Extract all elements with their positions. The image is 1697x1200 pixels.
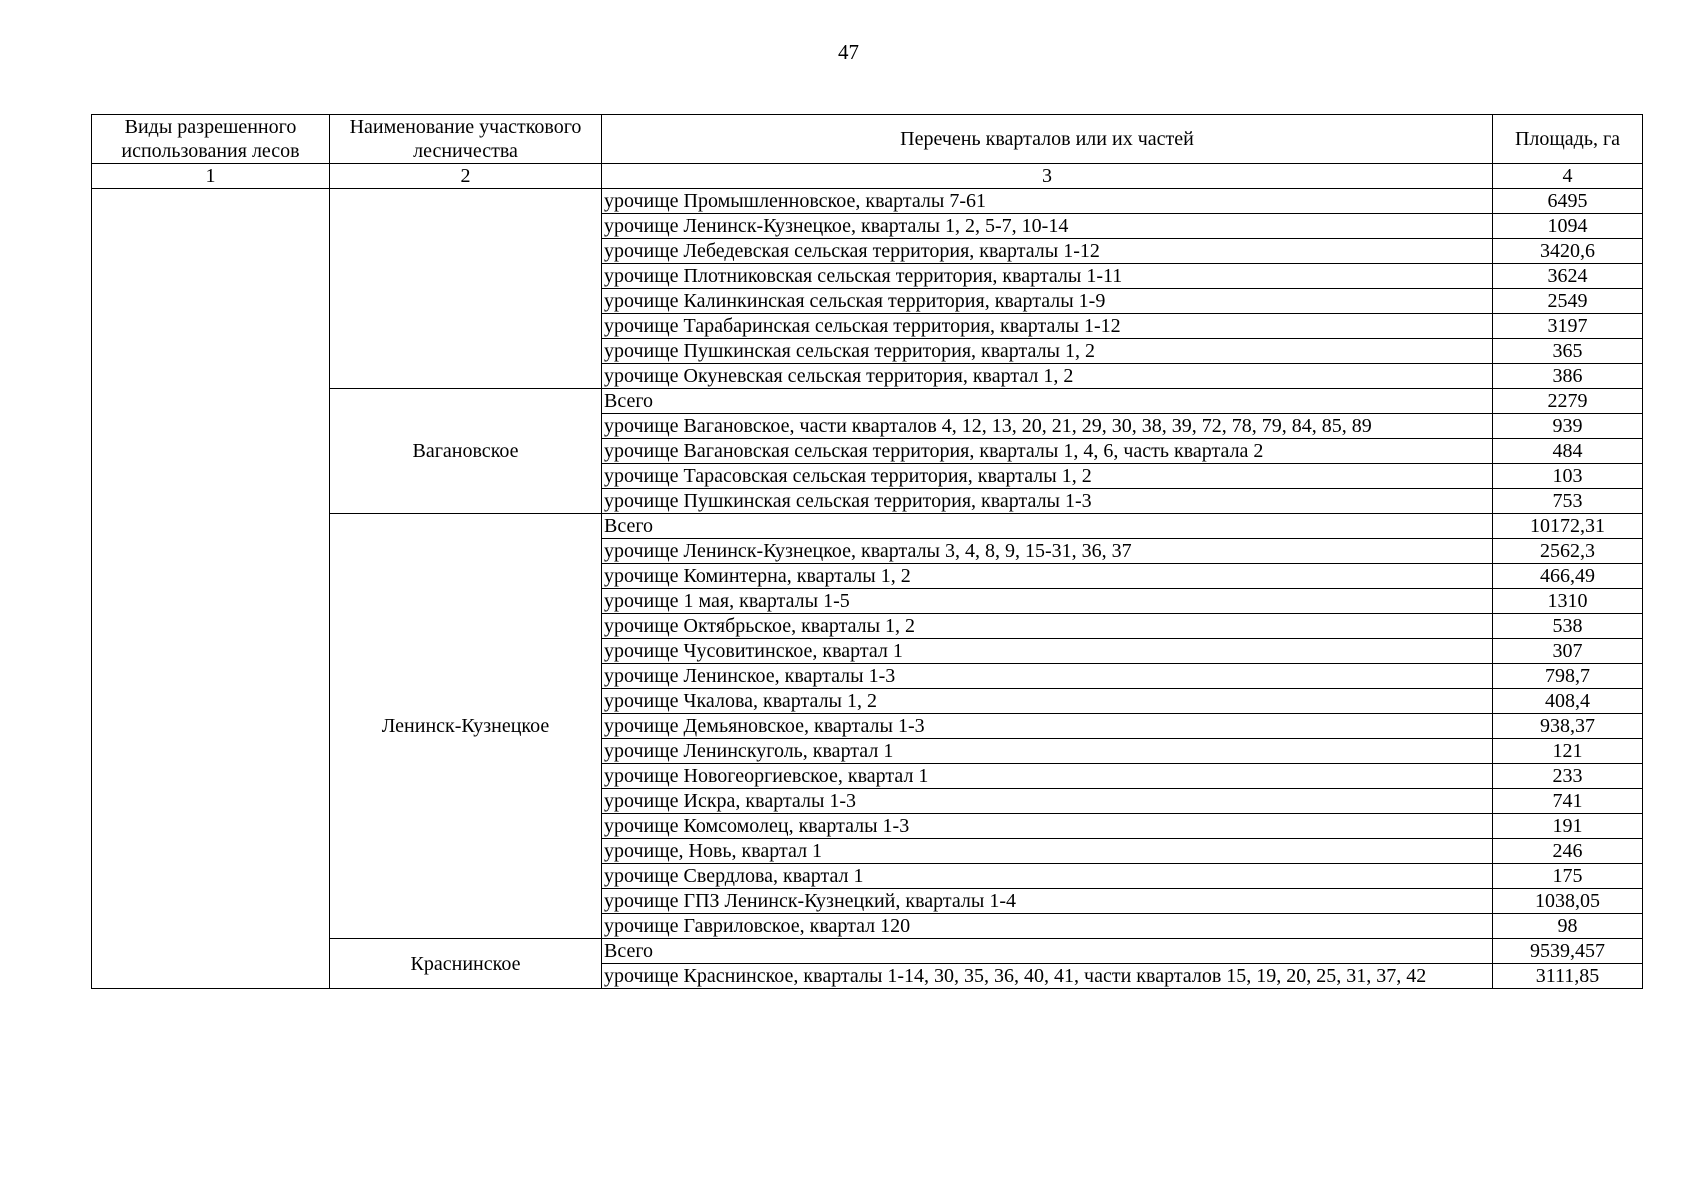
quarter-description-cell: урочище ГПЗ Ленинск-Кузнецкий, кварталы 1-4 [602,889,1493,914]
quarter-description-cell: урочище Тарасовская сельская территория, кварталы 1, 2 [602,464,1493,489]
area-cell: 408,4 [1493,689,1643,714]
quarter-description-cell: урочище Лебедевская сельская территория, кварталы 1-12 [602,239,1493,264]
quarter-description-cell: урочище Гавриловское, квартал 120 [602,914,1493,939]
area-cell: 798,7 [1493,664,1643,689]
column-number-row [92,164,1643,189]
area-cell: 365 [1493,339,1643,364]
quarter-description-cell: урочище Промышленновское, кварталы 7-61 [602,189,1493,214]
area-cell: 1038,05 [1493,889,1643,914]
area-cell: 2549 [1493,289,1643,314]
header-quarters-list: Перечень кварталов или их частей [602,115,1493,164]
usage-type-cell [92,189,330,989]
quarter-description-cell: урочище Вагановское, части кварталов 4, 12, 13, 20, 21, 29, 30, 38, 39, 72, 78, 79, 84, 85, 89 [602,414,1493,439]
quarter-description-cell: урочище Свердлова, квартал 1 [602,864,1493,889]
quarter-description-cell: Всего [602,389,1493,414]
area-cell: 741 [1493,789,1643,814]
quarter-description-cell: Всего [602,514,1493,539]
quarter-description-cell: урочище Демьяновское, кварталы 1-3 [602,714,1493,739]
quarter-description-cell: урочище Чкалова, кварталы 1, 2 [602,689,1493,714]
quarter-description-cell: урочище Пушкинская сельская территория, кварталы 1, 2 [602,339,1493,364]
header-row [92,115,1643,164]
quarter-description-cell: урочище Комсомолец, кварталы 1-3 [602,814,1493,839]
column-number-4: 4 [1493,164,1643,189]
quarter-description-cell: урочище 1 мая, кварталы 1-5 [602,589,1493,614]
area-cell: 246 [1493,839,1643,864]
area-cell: 121 [1493,739,1643,764]
quarter-description-cell: урочище Новогеоргиевское, квартал 1 [602,764,1493,789]
quarter-description-cell: урочище Ленинск-Кузнецкое, кварталы 1, 2, 5-7, 10-14 [602,214,1493,239]
area-cell: 233 [1493,764,1643,789]
forestry-name-cell: Вагановское [330,389,602,514]
area-cell: 3111,85 [1493,964,1643,989]
table-row [92,189,1643,214]
area-cell: 3624 [1493,264,1643,289]
quarter-description-cell: урочище, Новь, квартал 1 [602,839,1493,864]
area-cell: 9539,457 [1493,939,1643,964]
area-cell: 386 [1493,364,1643,389]
quarter-description-cell: урочище Ленинское, кварталы 1-3 [602,664,1493,689]
quarter-description-cell: урочище Окуневская сельская территория, квартал 1, 2 [602,364,1493,389]
area-cell: 98 [1493,914,1643,939]
area-cell: 1310 [1493,589,1643,614]
quarter-description-cell: урочище Коминтерна, кварталы 1, 2 [602,564,1493,589]
area-cell: 10172,31 [1493,514,1643,539]
area-cell: 484 [1493,439,1643,464]
area-cell: 466,49 [1493,564,1643,589]
area-cell: 2279 [1493,389,1643,414]
table-body [92,189,1643,989]
quarter-description-cell: урочище Пушкинская сельская территория, кварталы 1-3 [602,489,1493,514]
column-number-2: 2 [330,164,602,189]
quarter-description-cell: урочище Калинкинская сельская территория, кварталы 1-9 [602,289,1493,314]
area-cell: 938,37 [1493,714,1643,739]
quarters-table [91,114,1643,989]
area-cell: 753 [1493,489,1643,514]
forestry-name-cell: Ленинск-Кузнецкое [330,514,602,939]
quarter-description-cell: урочище Вагановская сельская территория, кварталы 1, 4, 6, часть квартала 2 [602,439,1493,464]
area-cell: 3197 [1493,314,1643,339]
header-forestry-name: Наименование участкового лесничества [330,115,602,164]
area-cell: 175 [1493,864,1643,889]
area-cell: 3420,6 [1493,239,1643,264]
area-cell: 939 [1493,414,1643,439]
area-cell: 103 [1493,464,1643,489]
area-cell: 538 [1493,614,1643,639]
quarter-description-cell: урочище Тарабаринская сельская территория, кварталы 1-12 [602,314,1493,339]
page-number: 47 [838,40,859,64]
area-cell: 1094 [1493,214,1643,239]
area-cell: 2562,3 [1493,539,1643,564]
quarter-description-cell: урочище Плотниковская сельская территория, кварталы 1-11 [602,264,1493,289]
quarter-description-cell: урочище Ленинскуголь, квартал 1 [602,739,1493,764]
quarter-description-cell: урочище Октябрьское, кварталы 1, 2 [602,614,1493,639]
header-usage-types: Виды разрешенного использования лесов [92,115,330,164]
area-cell: 6495 [1493,189,1643,214]
column-number-1: 1 [92,164,330,189]
quarter-description-cell: Всего [602,939,1493,964]
area-cell: 191 [1493,814,1643,839]
column-number-3: 3 [602,164,1493,189]
quarter-description-cell: урочище Искра, кварталы 1-3 [602,789,1493,814]
forestry-name-cell: Краснинское [330,939,602,989]
area-cell: 307 [1493,639,1643,664]
header-area: Площадь, га [1493,115,1643,164]
quarter-description-cell: урочище Чусовитинское, квартал 1 [602,639,1493,664]
quarter-description-cell: урочище Краснинское, кварталы 1-14, 30, 35, 36, 40, 41, части кварталов 15, 19, 20, 25, 31, 37, 42 [602,964,1493,989]
forestry-name-cell [330,189,602,389]
quarter-description-cell: урочище Ленинск-Кузнецкое, кварталы 3, 4, 8, 9, 15-31, 36, 37 [602,539,1493,564]
